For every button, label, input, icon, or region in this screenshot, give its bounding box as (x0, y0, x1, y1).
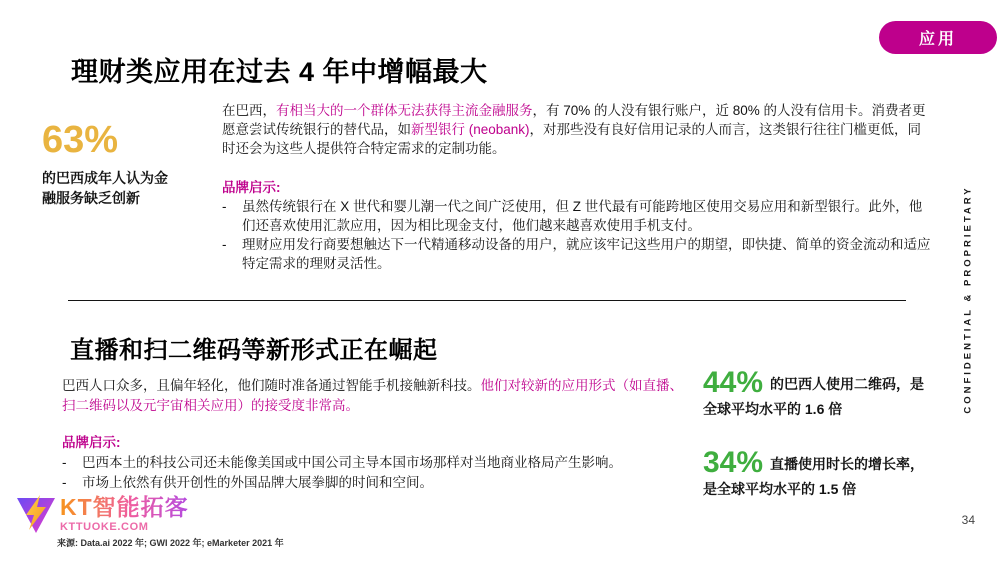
section1-bullet-list (222, 197, 934, 273)
paragraph-text: 巴西人口众多，且偏年轻化，他们随时准备通过智能手机接触新科技。 (62, 378, 481, 393)
section-divider (68, 300, 906, 301)
stat-34-value: 34% (703, 446, 764, 479)
confidential-note: CONFIDENTIAL & PROPRIETARY (962, 185, 974, 414)
bullet-text: 市场上依然有供开创性的外国品牌大展拳脚的时间和空间。 (82, 475, 433, 490)
section2-insights-label: 品牌启示: (62, 435, 121, 450)
stat-63-value: 63% (42, 119, 119, 161)
section1-insights-label: 品牌启示: (222, 180, 281, 195)
highlight-text: 有相当大的一个群体无法获得主流金融服务 (276, 103, 533, 118)
bullet-dash-icon: - (62, 475, 67, 490)
stat-63-description: 的巴西成年人认为金融服务缺乏创新 (42, 169, 168, 207)
stat-34-description: 直播使用时长的增长率，是全球平均水平的 1.5 倍 (703, 456, 925, 497)
bullet-text: 巴西本土的科技公司还未能像美国或中国公司主导本国市场那样对当地商业格局产生影响。 (82, 455, 622, 470)
list-item (222, 235, 934, 273)
stat-44-description: 的巴西人使用二维码，是全球平均水平的 1.6 倍 (703, 376, 925, 417)
highlight-text: 他们对较新的应用形式（如直播、扫二维码以及元宇宙相关应用）的接受度非常高。 (62, 378, 683, 413)
category-badge-label: 应用 (918, 31, 957, 48)
paragraph-text: ，有 70% 的人没有银行账户，近 80% 的人没有信用卡。消费者更愿意尝试传统银行的替代品，如 (222, 103, 926, 137)
brand-logo (15, 494, 189, 540)
paragraph-text: 在巴西， (222, 103, 276, 118)
logo-domain: KTTUOKE.COM (60, 521, 149, 533)
bullet-dash-icon: - (222, 237, 227, 252)
bullet-dash-icon: - (222, 199, 227, 214)
logo-text-column (60, 494, 189, 533)
section2-bullet-list (62, 453, 696, 493)
page-number: 34 (961, 513, 975, 527)
highlight-text: 新型银行 (neobank) (411, 122, 530, 137)
section1-title: 理财类应用在过去 4 年中增幅最大 (71, 57, 488, 87)
stat-44-percent (703, 368, 931, 420)
paragraph-text: ，对那些没有良好信用记录的人而言，这类银行往往门槛更低，同时还会为这些人提供符合特定需求的定制功能。 (222, 122, 922, 156)
section2-stats (703, 368, 931, 500)
section1-paragraph (222, 101, 934, 158)
stat-63-percent (42, 120, 192, 208)
section1-content (222, 101, 934, 273)
section2-content (62, 376, 696, 493)
lightning-triangle-logo-icon (15, 494, 57, 540)
category-badge (879, 21, 997, 54)
stat-34-percent (703, 448, 931, 500)
source-citation: 来源: Data.ai 2022 年; GWI 2022 年; eMarketer 2021 年 (57, 538, 284, 548)
section2-paragraph (62, 376, 696, 416)
list-item (222, 197, 934, 235)
list-item (62, 453, 696, 473)
stat-44-value: 44% (703, 366, 764, 399)
bullet-text: 虽然传统银行在 X 世代和婴儿潮一代之间广泛使用，但 Z 世代最有可能跨地区使用交易应用和新型银行。此外，他们还喜欢使用汇款应用，因为相比现金支付，他们越来越喜欢使用手机支付。 (242, 199, 923, 233)
logo-wordmark: KT智能拓客 (60, 494, 189, 520)
bullet-text: 理财应用发行商要想触达下一代精通移动设备的用户，就应该牢记这些用户的期望，即快捷、简单的资金流动和适应特定需求的理财灵活性。 (242, 237, 931, 271)
list-item (62, 473, 696, 493)
bullet-dash-icon: - (62, 455, 67, 470)
section2-title: 直播和扫二维码等新形式正在崛起 (70, 337, 438, 364)
